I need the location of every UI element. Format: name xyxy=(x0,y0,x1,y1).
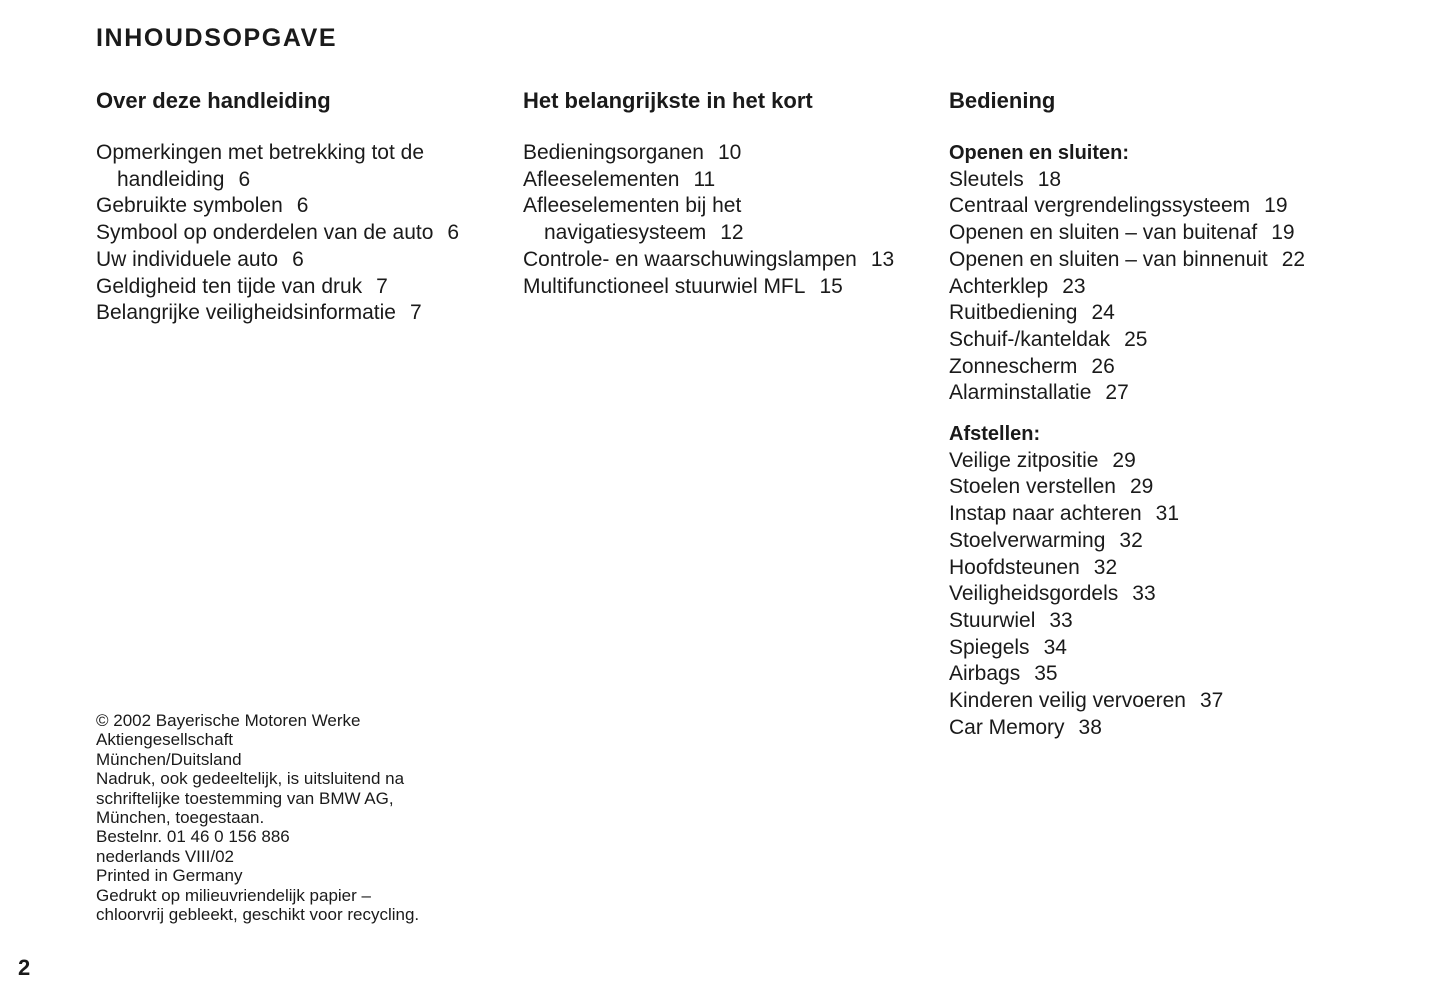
toc-entry[interactable] xyxy=(523,193,943,246)
colophon-line: chloorvrij gebleekt, geschikt voor recycling. xyxy=(96,905,420,925)
toc-entry[interactable] xyxy=(96,247,516,274)
toc-page-number: 10 xyxy=(717,141,742,164)
toc-page-number: 19 xyxy=(1271,221,1295,245)
toc-entry[interactable] xyxy=(949,300,1429,327)
page-title: INHOUDSOPGAVE xyxy=(96,24,338,52)
toc-group-adjusting xyxy=(949,421,1429,741)
toc-page-number: 6 xyxy=(447,221,460,245)
toc-page-number: 23 xyxy=(1062,274,1086,298)
toc-list xyxy=(523,140,943,300)
toc-entry-label: Afleeselementen bij het xyxy=(523,194,742,218)
colophon-line: München/Duitsland xyxy=(96,749,242,769)
toc-page-number: 13 xyxy=(870,247,895,271)
toc-entry-label: Uw individuele auto xyxy=(96,247,279,271)
toc-entry[interactable] xyxy=(949,167,1429,194)
toc-entry-label: Schuif-/kanteldak xyxy=(949,327,1111,351)
section-heading: Over deze handleiding xyxy=(96,88,331,113)
toc-entry[interactable] xyxy=(523,167,943,194)
toc-page-number: 6 xyxy=(296,194,309,218)
toc-entry-label: Alarminstallatie xyxy=(949,381,1092,405)
toc-entry[interactable] xyxy=(96,220,516,247)
toc-entry-label: Bedieningsorganen xyxy=(523,141,704,164)
colophon-line: nederlands VIII/02 xyxy=(96,846,234,866)
toc-page-number: 7 xyxy=(410,301,422,325)
toc-entry[interactable] xyxy=(96,193,516,220)
toc-entry-label: Zonnescherm xyxy=(949,354,1078,378)
toc-entry[interactable] xyxy=(96,140,516,193)
colophon-line: Bestelnr. 01 46 0 156 886 xyxy=(96,827,290,847)
toc-entry-label: Gebruikte symbolen xyxy=(96,194,283,218)
toc-entry[interactable] xyxy=(949,220,1429,247)
toc-list xyxy=(949,448,1429,742)
toc-entry-label: Multifunctioneel stuurwiel MFL xyxy=(523,274,806,298)
toc-column-quick-overview xyxy=(523,86,943,300)
toc-page-number: 33 xyxy=(1132,582,1156,606)
group-title: Afstellen: xyxy=(949,423,1041,446)
toc-entry-label: Centraal vergrendelingssysteem xyxy=(949,194,1251,218)
toc-entry[interactable] xyxy=(949,581,1429,608)
toc-page-number: 32 xyxy=(1093,555,1118,579)
toc-page-number: 34 xyxy=(1043,635,1067,659)
toc-page-number: 7 xyxy=(376,274,388,298)
toc-entry[interactable] xyxy=(949,528,1429,555)
toc-entry-label: Achterklep xyxy=(949,274,1049,298)
toc-entry-label: Veiligheidsgordels xyxy=(949,582,1119,606)
toc-page-number: 6 xyxy=(292,247,304,271)
toc-page-number: 27 xyxy=(1105,381,1129,405)
toc-page-number: 12 xyxy=(720,221,744,245)
toc-group-opening-closing xyxy=(949,140,1429,407)
toc-entry-label: Kinderen veilig vervoeren xyxy=(949,689,1186,713)
toc-page-number: 25 xyxy=(1124,327,1148,351)
toc-entry-label: Instap naar achteren xyxy=(949,502,1142,526)
toc-page-number: 19 xyxy=(1264,194,1288,218)
toc-page-number: 33 xyxy=(1049,608,1073,632)
toc-entry-label: Stoelverwarming xyxy=(949,528,1106,552)
toc-page-number: 29 xyxy=(1112,448,1136,472)
toc-entry[interactable] xyxy=(949,247,1429,274)
toc-list xyxy=(96,140,516,327)
toc-entry[interactable] xyxy=(949,448,1429,475)
toc-entry-label: Afleeselementen xyxy=(523,167,680,191)
toc-entry[interactable] xyxy=(949,193,1429,220)
toc-entry-label-continued: handleiding xyxy=(117,167,225,191)
toc-page-number: 29 xyxy=(1129,475,1154,499)
toc-entry[interactable] xyxy=(949,354,1429,381)
toc-entry[interactable] xyxy=(949,274,1429,301)
toc-entry[interactable] xyxy=(523,140,943,167)
toc-entry-label: Opmerkingen met betrekking tot de xyxy=(96,141,425,164)
toc-page-number: 11 xyxy=(693,167,716,191)
toc-page-number: 15 xyxy=(819,274,843,298)
toc-entry-label: Belangrijke veiligheidsinformatie xyxy=(96,301,396,325)
toc-entry[interactable] xyxy=(949,688,1429,715)
toc-column-about-manual xyxy=(96,86,516,327)
toc-entry-label: Symbool op onderdelen van de auto xyxy=(96,221,434,245)
colophon-line: Gedrukt op milieuvriendelijk papier – xyxy=(96,885,371,905)
toc-entry-label: Hoofdsteunen xyxy=(949,555,1080,579)
toc-entry-label: Geldigheid ten tijde van druk xyxy=(96,274,363,298)
toc-page-number: 38 xyxy=(1078,715,1102,739)
toc-entry[interactable] xyxy=(96,300,516,327)
group-title: Openen en sluiten: xyxy=(949,142,1130,164)
toc-entry[interactable] xyxy=(949,608,1429,635)
toc-entry-label: Sleutels xyxy=(949,167,1024,191)
toc-entry-label: Openen en sluiten – van binnenuit xyxy=(949,247,1268,271)
toc-page-number: 35 xyxy=(1034,662,1058,686)
toc-entry-label: Veilige zitpositie xyxy=(949,448,1099,472)
toc-page-number: 24 xyxy=(1091,301,1115,325)
colophon-line: schriftelijke toestemming van BMW AG, xyxy=(96,788,394,808)
toc-entry-label: Spiegels xyxy=(949,635,1030,659)
colophon-line: Aktiengesellschaft xyxy=(96,730,234,750)
toc-entry-label: Car Memory xyxy=(949,715,1065,739)
toc-entry[interactable] xyxy=(949,327,1429,354)
toc-entry-label-continued: navigatiesysteem xyxy=(544,221,707,245)
toc-entry[interactable] xyxy=(949,635,1429,662)
toc-entry-label: Controle- en waarschuwingslampen xyxy=(523,247,857,271)
toc-page-number: 6 xyxy=(238,167,251,191)
toc-page-number: 26 xyxy=(1091,354,1115,378)
toc-entry[interactable] xyxy=(523,274,943,301)
toc-entry[interactable] xyxy=(949,715,1429,742)
colophon-line: Printed in Germany xyxy=(96,866,243,886)
toc-entry[interactable] xyxy=(949,380,1429,407)
toc-page-number: 32 xyxy=(1119,528,1143,552)
toc-entry-label: Stuurwiel xyxy=(949,608,1036,632)
toc-column-operation xyxy=(949,86,1429,755)
colophon xyxy=(96,711,419,924)
colophon-line: Nadruk, ook gedeeltelijk, is uitsluitend na xyxy=(96,769,405,789)
section-heading: Het belangrijkste in het kort xyxy=(523,88,813,113)
toc-entry-label: Ruitbediening xyxy=(949,301,1078,325)
colophon-line: © 2002 Bayerische Motoren Werke xyxy=(96,711,361,730)
toc-page-number: 31 xyxy=(1155,502,1179,526)
toc-entry-label: Stoelen verstellen xyxy=(949,475,1116,499)
toc-entry[interactable] xyxy=(949,501,1429,528)
section-heading: Bediening xyxy=(949,88,1056,113)
toc-page-number: 22 xyxy=(1281,247,1306,271)
toc-page-number: 37 xyxy=(1199,689,1224,713)
toc-page-number: 18 xyxy=(1037,167,1062,191)
toc-entry-label: Airbags xyxy=(949,662,1021,686)
page-number: 2 xyxy=(18,955,31,980)
toc-entry[interactable] xyxy=(96,274,516,301)
toc-entry[interactable] xyxy=(949,555,1429,582)
toc-entry[interactable] xyxy=(523,247,943,274)
toc-entry[interactable] xyxy=(949,661,1429,688)
toc-entry[interactable] xyxy=(949,474,1429,501)
colophon-line: München, toegestaan. xyxy=(96,808,265,828)
toc-entry-label: Openen en sluiten – van buitenaf xyxy=(949,221,1258,245)
toc-list xyxy=(949,167,1429,407)
